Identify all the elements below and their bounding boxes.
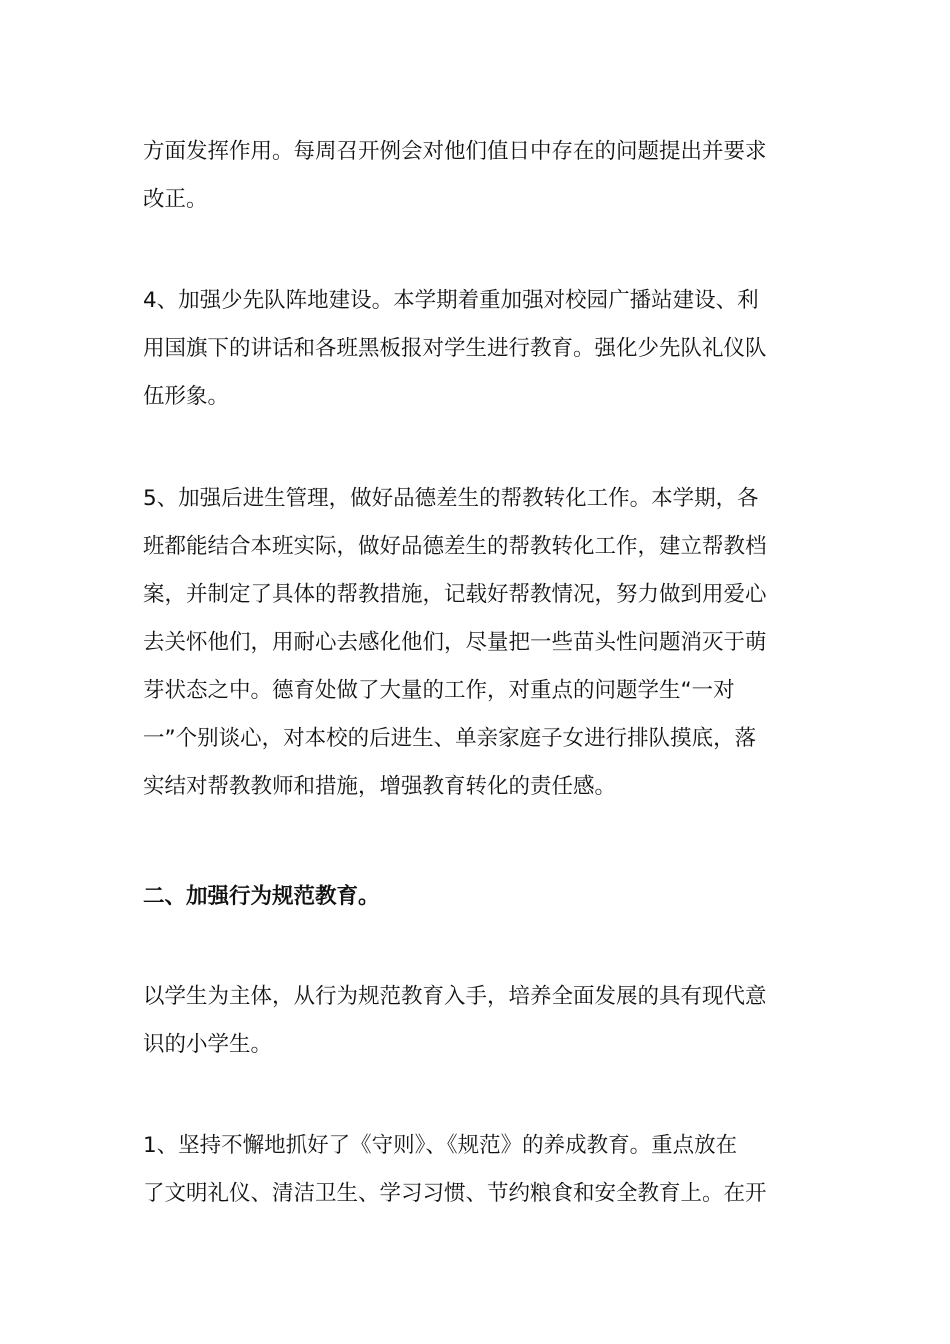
paragraph-item-1: [143, 1122, 811, 1218]
paragraph-section-intro: [143, 973, 811, 1069]
paragraph-duty-rectification: [143, 128, 811, 224]
paragraph-line: 了文明礼仪、清洁卫生、学习习惯、节约粮食和安全教育上。在开: [143, 1181, 767, 1206]
paragraph-line: 案，并制定了具体的帮教措施，记载好帮教情况，努力做到用爱心: [143, 582, 767, 607]
paragraph-line: 用国旗下的讲话和各班黑板报对学生进行教育。强化少先队礼仪队: [143, 336, 767, 361]
section-heading-2: [143, 873, 811, 921]
paragraph-line: 去关怀他们，用耐心去感化他们，尽量把一些苗头性问题消灭于萌: [143, 630, 767, 655]
section-heading-text: 二、加强行为规范教育。: [143, 884, 380, 909]
paragraph-item-5: [143, 475, 811, 811]
paragraph-line: 4、加强少先队阵地建设。本学期着重加强对校园广播站建设、利: [143, 288, 759, 313]
paragraph-line: 方面发挥作用。每周召开例会对他们值日中存在的问题提出并要求: [143, 139, 767, 164]
paragraph-item-4: [143, 277, 811, 421]
paragraph-line: 1、坚持不懈地抓好了《守则》、《规范》的养成教育。重点放在: [143, 1133, 738, 1158]
paragraph-line: 伍形象。: [143, 384, 230, 409]
paragraph-line: 芽状态之中。德育处做了大量的工作，对重点的问题学生“一对: [143, 678, 735, 703]
paragraph-line: 以学生为主体，从行为规范教育入手，培养全面发展的具有现代意: [143, 984, 767, 1009]
paragraph-line: 实结对帮教教师和措施，增强教育转化的责任感。: [143, 774, 617, 799]
paragraph-line: 改正。: [143, 187, 208, 212]
paragraph-line: 班都能结合本班实际，做好品德差生的帮教转化工作，建立帮教档: [143, 534, 767, 559]
paragraph-line: 识的小学生。: [143, 1032, 273, 1057]
paragraph-line: 5、加强后进生管理，做好品德差生的帮教转化工作。本学期，各: [143, 486, 759, 511]
paragraph-line: 一”个别谈心，对本校的后进生、单亲家庭子女进行排队摸底，落: [143, 726, 757, 751]
